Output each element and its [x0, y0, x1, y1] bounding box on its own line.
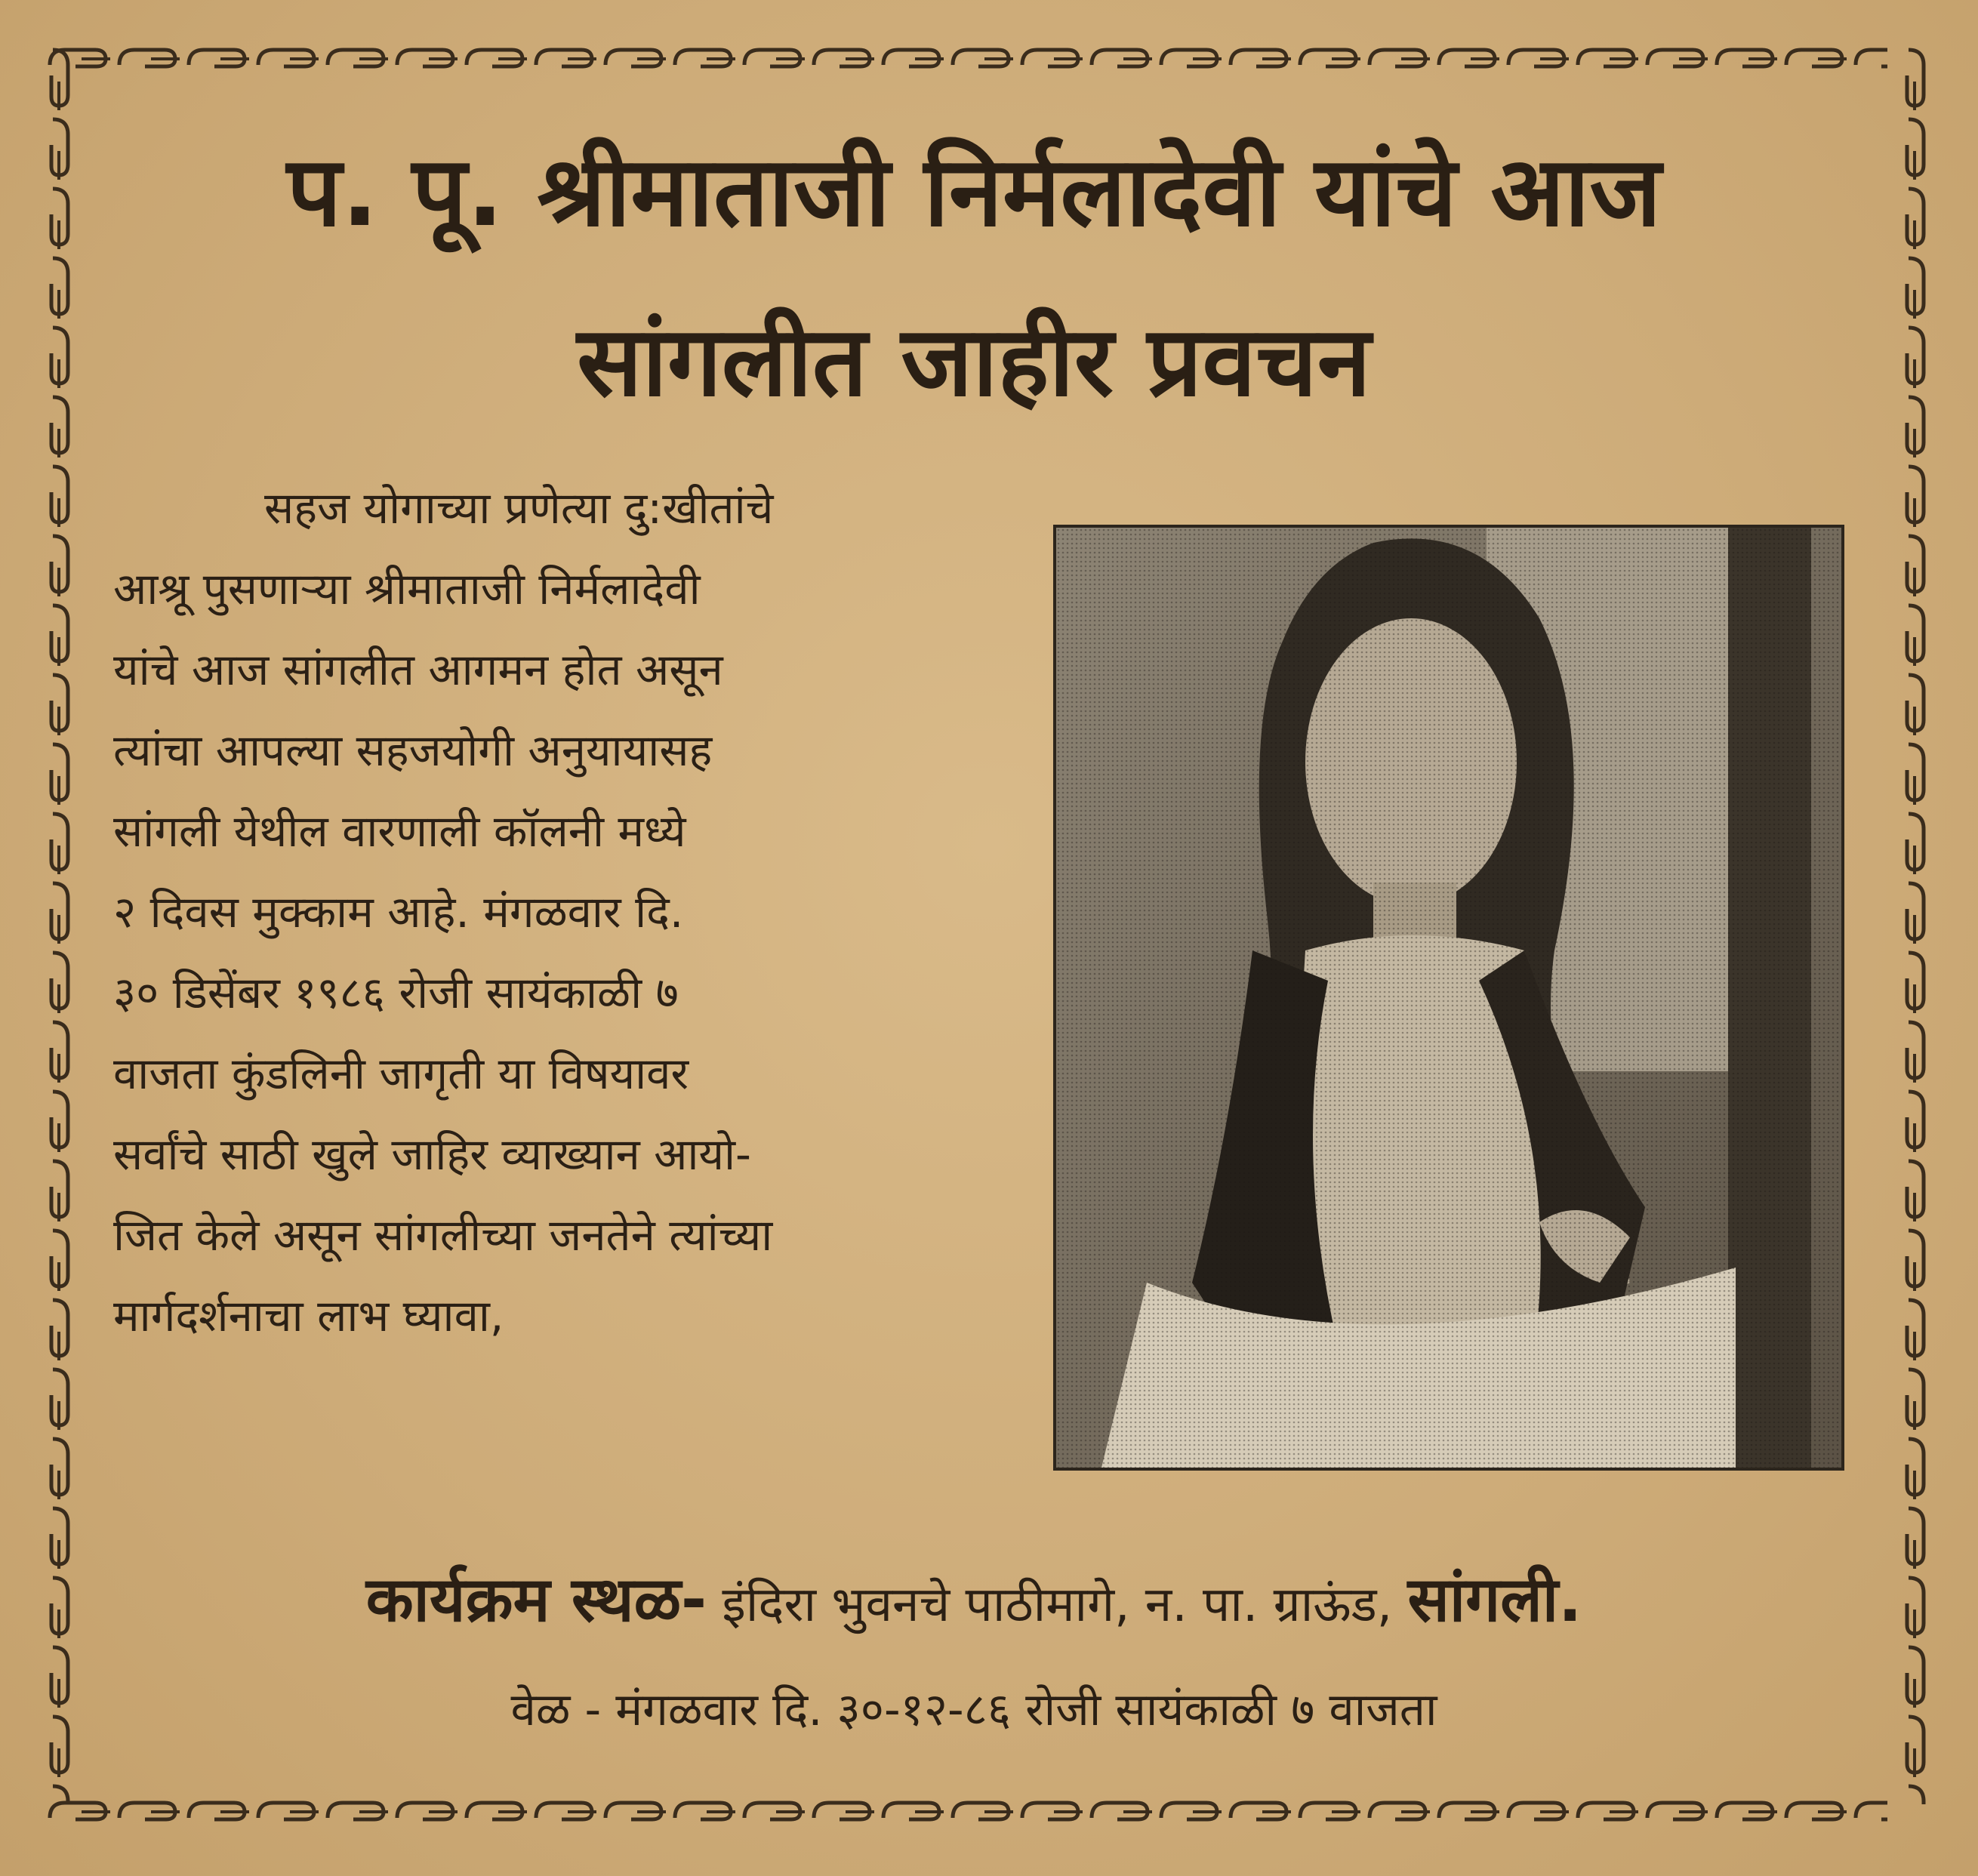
decorative-border-left — [39, 45, 82, 1804]
portrait-photo — [1053, 525, 1844, 1471]
article-line: जित केले असून सांगलीच्या जनतेने त्यांच्या — [113, 1209, 773, 1261]
article-line: आश्रू पुसणाऱ्या श्रीमाताजी निर्मलादेवी — [113, 563, 701, 615]
border-top-pattern — [45, 36, 1887, 79]
venue-label: कार्यक्रम स्थळ- — [365, 1564, 707, 1636]
decorative-border-top — [45, 36, 1887, 79]
venue-address: इंदिरा भुवनचे पाठीमागे, न. पा. ग्राऊंड, — [722, 1577, 1393, 1633]
venue-line — [113, 1566, 1835, 1639]
article-line: सहज योगाच्या प्रणेत्या दु:खीतांचे — [264, 482, 774, 534]
article-line: वाजता कुंडलिनी जागृती या विषयावर — [113, 1048, 689, 1099]
article-line: सर्वांचे साठी खुले जाहिर व्याख्यान आयो- — [113, 1129, 751, 1180]
border-bottom-pattern — [45, 1789, 1887, 1831]
headline-line-2: सांगलीत जाहीर प्रवचन — [577, 306, 1371, 418]
decorative-border-right — [1895, 45, 1937, 1804]
article-line: २ दिवस मुक्काम आहे. मंगळवार दि. — [113, 886, 684, 938]
article-line: यांचे आज सांगलीत आगमन होत असून — [113, 644, 723, 695]
portrait-illustration — [1056, 528, 1841, 1468]
venue-city: सांगली. — [1407, 1564, 1582, 1636]
event-time: वेळ - मंगळवार दि. ३०-१२-८६ रोजी सायंकाळी ७ वाजता — [510, 1683, 1437, 1736]
article-line: ३० डिसेंबर १९८६ रोजी सायंकाळी ७ — [113, 967, 679, 1018]
headline-line-1: प. पू. श्रीमाताजी निर्मलादेवी यांचे आज — [286, 136, 1662, 248]
article-body — [113, 468, 1012, 1357]
article-line: त्यांचा आपल्या सहजयोगी अनुयायासह — [113, 725, 713, 776]
article-line: सांगली येथील वारणाली कॉलनी मध्ये — [113, 806, 686, 857]
article-line: मार्गदर्शनाचा लाभ घ्यावा, — [113, 1290, 504, 1342]
border-right-pattern — [1895, 45, 1937, 1804]
border-left-pattern — [39, 45, 82, 1804]
decorative-border-bottom — [45, 1789, 1887, 1831]
